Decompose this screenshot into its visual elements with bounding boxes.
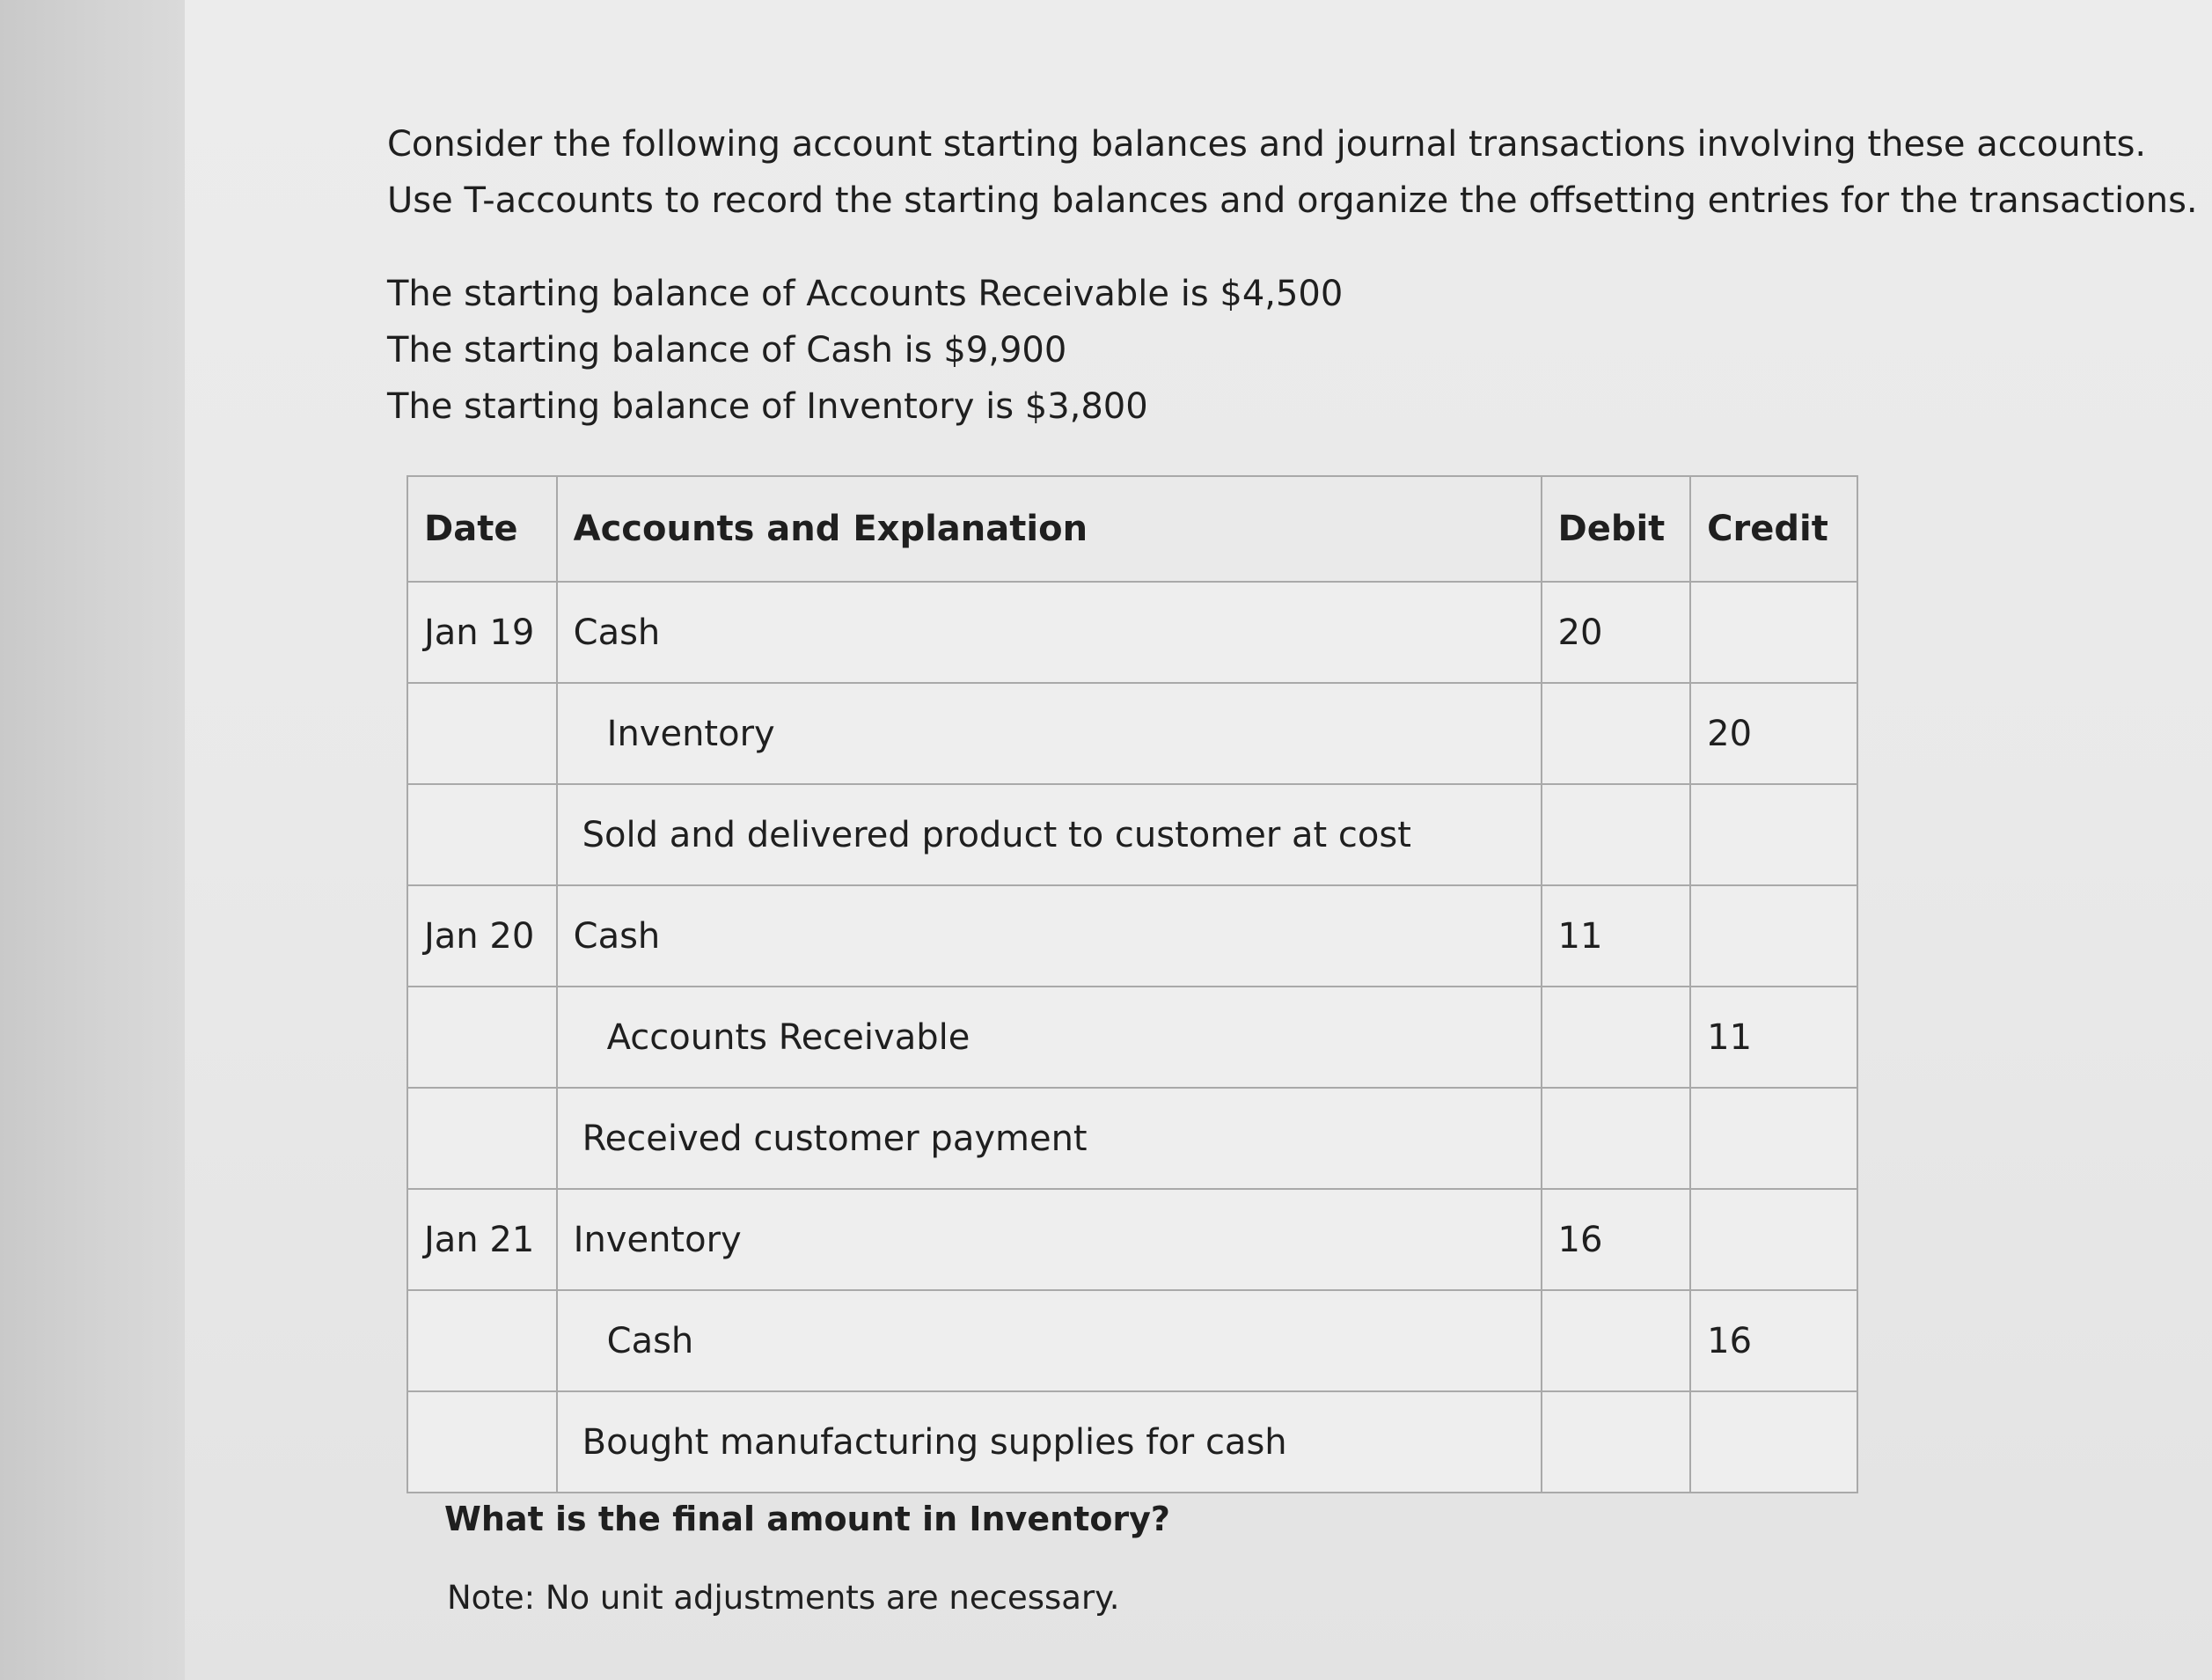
header-account: Accounts and Explanation bbox=[557, 476, 1542, 582]
table-row bbox=[407, 885, 1857, 987]
account-cell: Cash bbox=[557, 885, 1542, 987]
header-date: Date bbox=[407, 476, 557, 582]
starting-balances bbox=[387, 266, 1343, 435]
table-row bbox=[407, 987, 1857, 1088]
header-credit: Credit bbox=[1690, 476, 1857, 582]
credit-cell bbox=[1690, 1088, 1857, 1189]
balance-accounts-receivable: The starting balance of Accounts Receivable is $4,500 bbox=[387, 274, 1344, 314]
balance-inventory: The starting balance of Inventory is $3,800 bbox=[387, 386, 1148, 427]
credit-cell bbox=[1690, 784, 1857, 885]
table-row bbox=[407, 683, 1857, 784]
question-text: What is the final amount in Inventory? bbox=[444, 1500, 1170, 1538]
account-cell: Cash bbox=[557, 582, 1542, 683]
date-cell: Jan 21 bbox=[407, 1189, 557, 1290]
date-cell: Jan 19 bbox=[407, 582, 557, 683]
explanation-cell: Sold and delivered product to customer at cost bbox=[557, 784, 1542, 885]
credit-cell: 16 bbox=[1690, 1290, 1857, 1391]
debit-cell bbox=[1542, 1088, 1691, 1189]
header-debit: Debit bbox=[1542, 476, 1691, 582]
table-row bbox=[407, 784, 1857, 885]
intro-line-2: Use T-accounts to record the starting balances and organize the offsetting entries for the transactions. bbox=[387, 180, 2198, 221]
account-cell: Accounts Receivable bbox=[557, 987, 1542, 1088]
credit-cell bbox=[1690, 1189, 1857, 1290]
date-cell bbox=[407, 784, 557, 885]
intro-line-1: Consider the following account starting balances and journal transactions involving these accounts. bbox=[387, 124, 2147, 165]
balance-cash: The starting balance of Cash is $9,900 bbox=[387, 330, 1067, 370]
date-cell bbox=[407, 1088, 557, 1189]
credit-cell: 20 bbox=[1690, 683, 1857, 784]
credit-cell: 11 bbox=[1690, 987, 1857, 1088]
note-text: Note: No unit adjustments are necessary. bbox=[447, 1579, 1120, 1617]
table-row bbox=[407, 1088, 1857, 1189]
debit-cell: 11 bbox=[1542, 885, 1691, 987]
left-margin bbox=[0, 0, 185, 1680]
debit-cell bbox=[1542, 987, 1691, 1088]
table-row bbox=[407, 1290, 1857, 1391]
credit-cell bbox=[1690, 885, 1857, 987]
account-cell: Inventory bbox=[557, 683, 1542, 784]
debit-cell bbox=[1542, 1391, 1691, 1493]
table-header-row bbox=[407, 476, 1857, 582]
debit-cell: 16 bbox=[1542, 1189, 1691, 1290]
debit-cell bbox=[1542, 784, 1691, 885]
date-cell bbox=[407, 683, 557, 784]
date-cell: Jan 20 bbox=[407, 885, 557, 987]
explanation-cell: Bought manufacturing supplies for cash bbox=[557, 1391, 1542, 1493]
date-cell bbox=[407, 1290, 557, 1391]
debit-cell bbox=[1542, 1290, 1691, 1391]
debit-cell bbox=[1542, 683, 1691, 784]
date-cell bbox=[407, 987, 557, 1088]
journal-table bbox=[407, 475, 1858, 1493]
table-row bbox=[407, 1391, 1857, 1493]
table-row bbox=[407, 1189, 1857, 1290]
account-cell: Cash bbox=[557, 1290, 1542, 1391]
debit-cell: 20 bbox=[1542, 582, 1691, 683]
table-row bbox=[407, 582, 1857, 683]
date-cell bbox=[407, 1391, 557, 1493]
credit-cell bbox=[1690, 582, 1857, 683]
account-cell: Inventory bbox=[557, 1189, 1542, 1290]
credit-cell bbox=[1690, 1391, 1857, 1493]
intro-text bbox=[387, 116, 2198, 229]
explanation-cell: Received customer payment bbox=[557, 1088, 1542, 1189]
